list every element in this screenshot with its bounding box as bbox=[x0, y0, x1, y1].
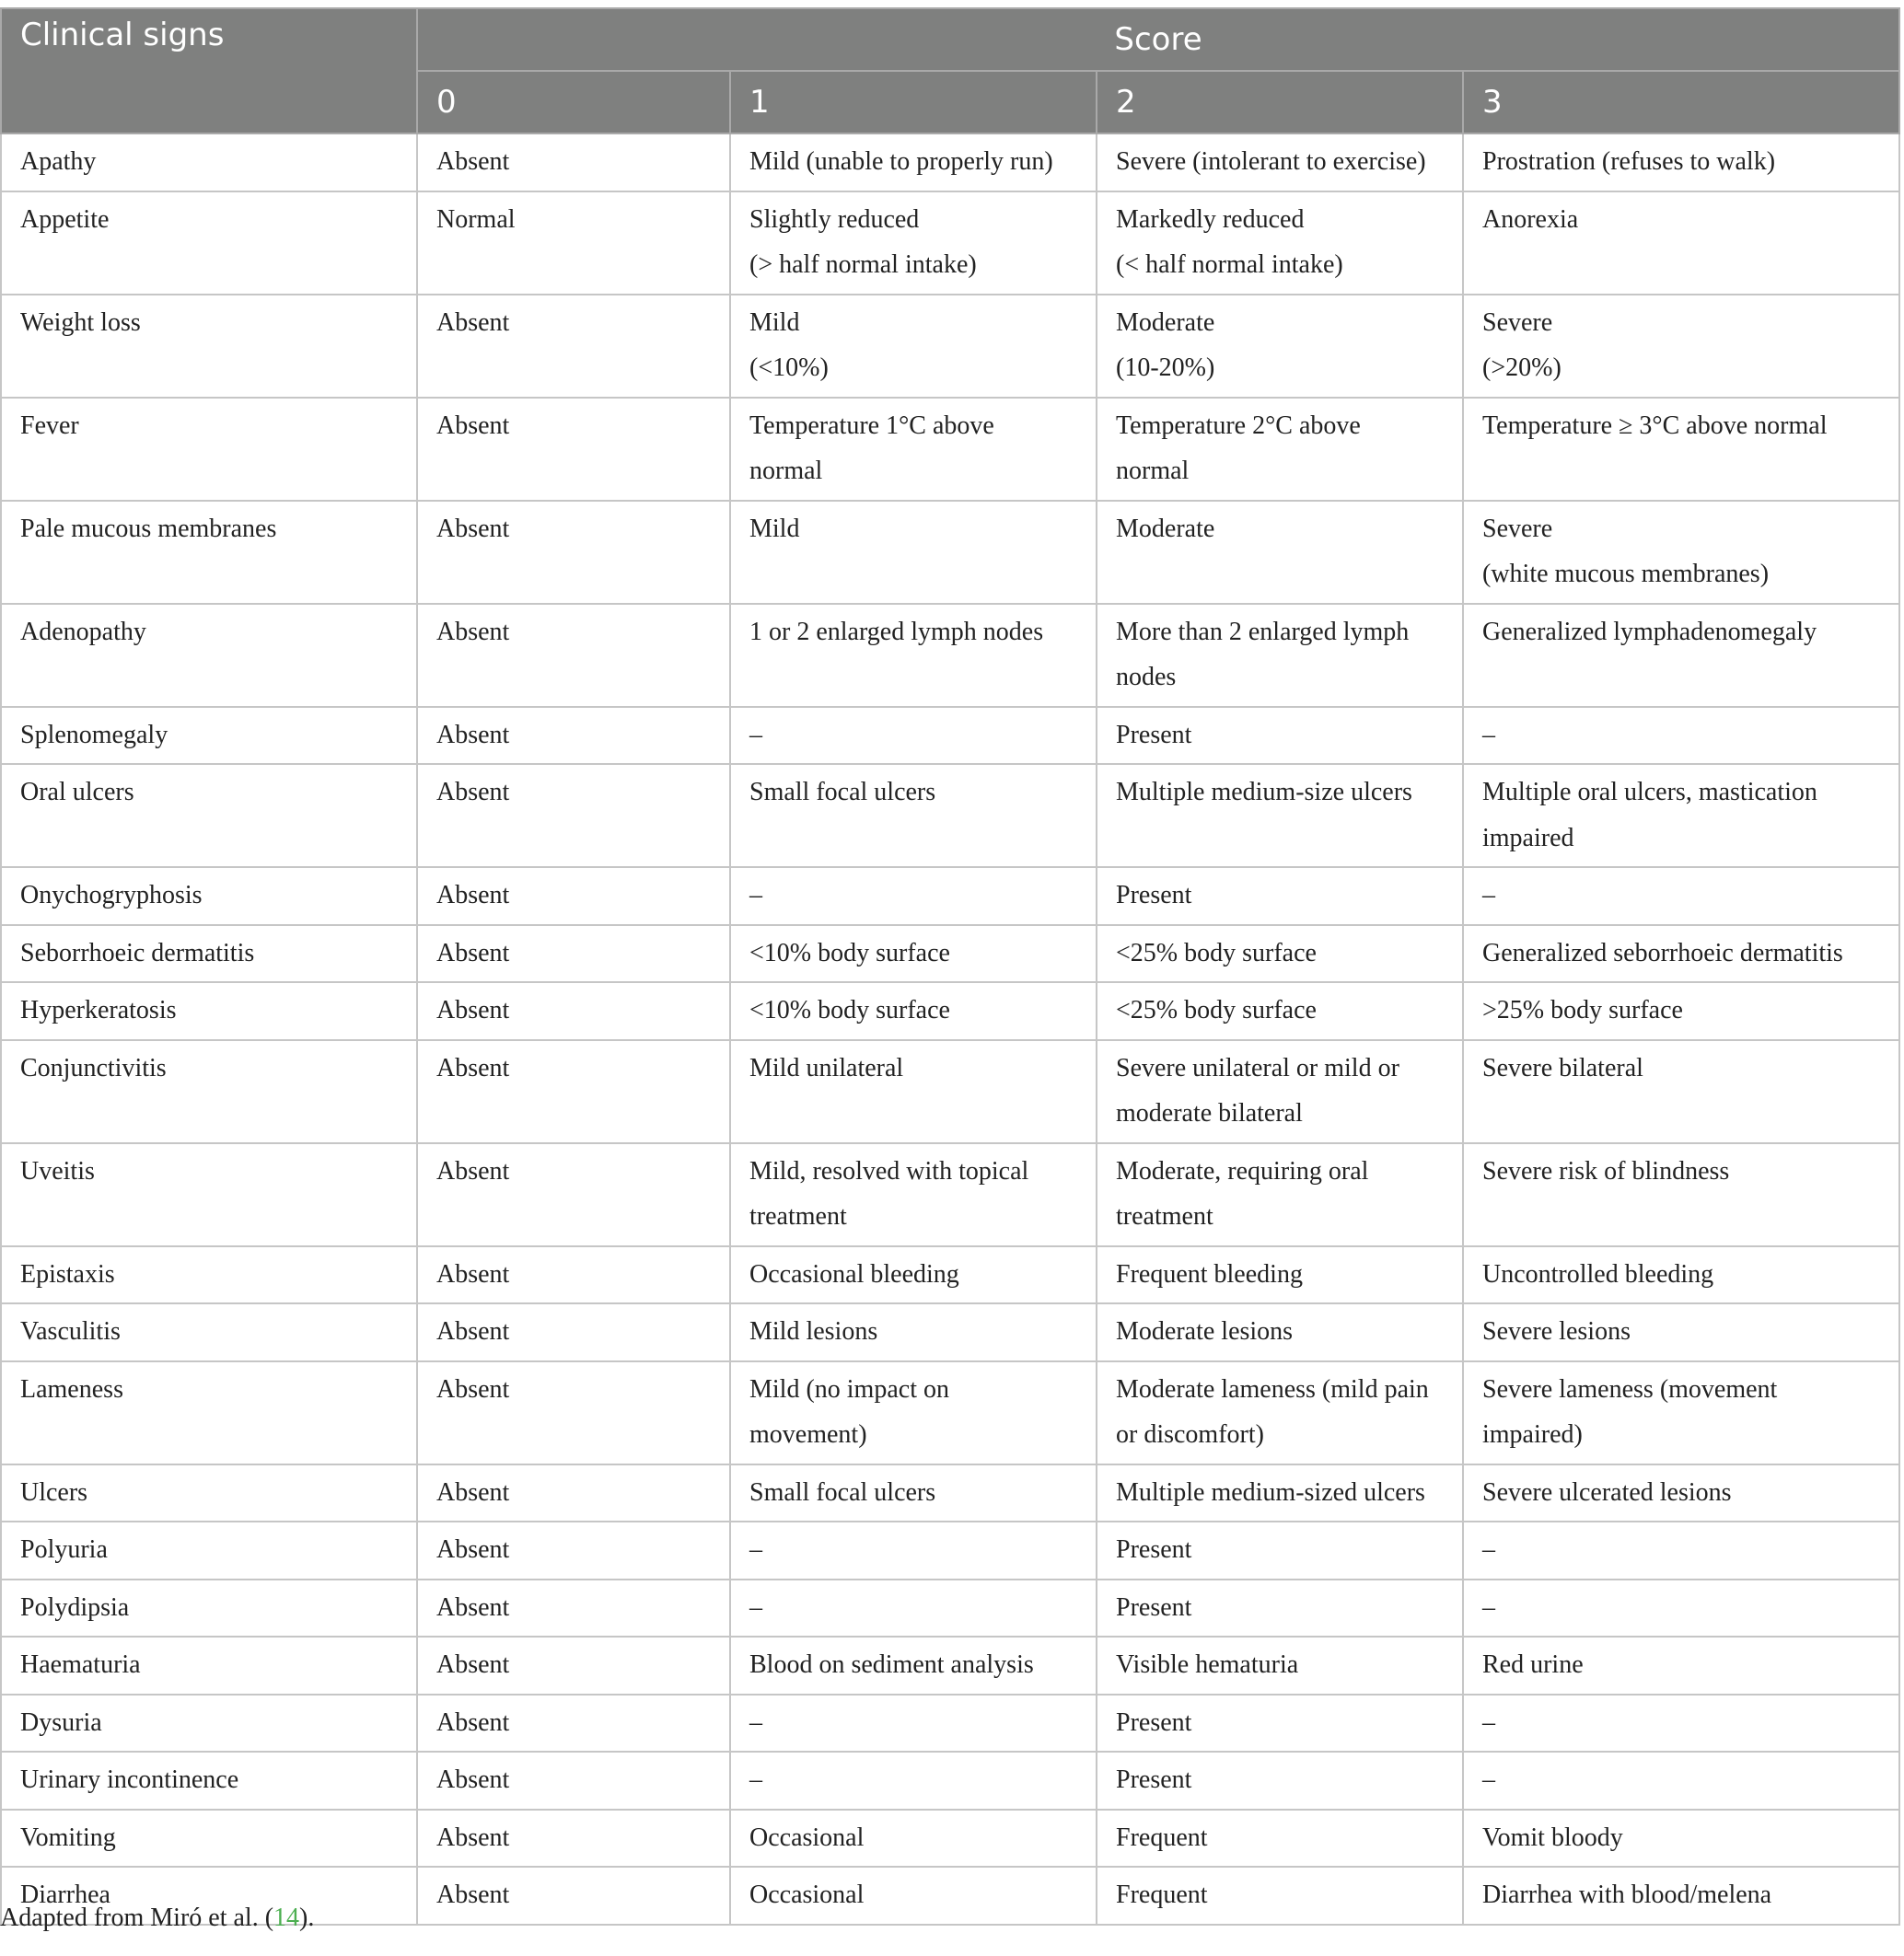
header-clinical-signs: Clinical signs bbox=[1, 8, 417, 133]
score-0-cell bbox=[417, 604, 730, 707]
cell-text-line: Severe (intolerant to exercise) bbox=[1116, 147, 1426, 176]
score-2-cell bbox=[1097, 925, 1463, 983]
score-2-cell bbox=[1097, 1040, 1463, 1143]
cell-text-line: Present bbox=[1116, 1535, 1192, 1564]
header-score-0: 0 bbox=[417, 71, 730, 133]
score-2-cell bbox=[1097, 604, 1463, 707]
clinical-sign-cell: Vomiting bbox=[1, 1810, 417, 1868]
cell-text-line: Severe unilateral or mild or bbox=[1116, 1053, 1399, 1082]
score-0-cell bbox=[417, 764, 730, 867]
score-1-cell bbox=[730, 1637, 1097, 1695]
footnote-text: Adapted from Miró et al. ( bbox=[0, 1904, 274, 1932]
cell-text-line: treatment bbox=[1116, 1202, 1213, 1231]
table-row bbox=[1, 1637, 1899, 1695]
cell-text-line: Occasional bleeding bbox=[749, 1259, 959, 1289]
cell-text-line: Anorexia bbox=[1482, 204, 1579, 234]
cell-text-line: Visible hematuria bbox=[1116, 1650, 1299, 1679]
cell-text-line: Present bbox=[1116, 1707, 1192, 1737]
table-row bbox=[1, 867, 1899, 925]
score-2-cell bbox=[1097, 1143, 1463, 1246]
cell-text-line: Absent bbox=[436, 1535, 510, 1564]
cell-text-line: Uncontrolled bleeding bbox=[1482, 1259, 1714, 1289]
cell-text-line: Moderate lameness (mild pain bbox=[1116, 1374, 1429, 1404]
score-1-cell bbox=[730, 133, 1097, 191]
cell-text-line: normal bbox=[749, 457, 823, 485]
score-1-cell bbox=[730, 295, 1097, 398]
cell-text-line: Diarrhea with blood/melena bbox=[1482, 1881, 1772, 1909]
score-2-cell bbox=[1097, 707, 1463, 765]
reference-link[interactable]: 14 bbox=[273, 1904, 300, 1932]
score-0-cell bbox=[417, 925, 730, 983]
score-1-cell bbox=[730, 764, 1097, 867]
score-0-cell bbox=[417, 1143, 730, 1246]
cell-text-line: (<10%) bbox=[749, 353, 829, 382]
cell-text-line: Absent bbox=[436, 996, 510, 1024]
clinical-sign-cell: Haematuria bbox=[1, 1637, 417, 1695]
clinical-sign-cell: Epistaxis bbox=[1, 1246, 417, 1304]
cell-text-line: Severe lesions bbox=[1482, 1317, 1631, 1346]
cell-text-line: Absent bbox=[436, 1053, 510, 1082]
cell-text-line: Moderate, requiring oral bbox=[1116, 1156, 1369, 1186]
cell-text-line: Absent bbox=[436, 1707, 510, 1737]
clinical-sign-cell: Splenomegaly bbox=[1, 707, 417, 765]
cell-text-line: Mild (unable to properly run) bbox=[749, 147, 1053, 176]
cell-text-line: Absent bbox=[436, 1592, 510, 1622]
score-0-cell bbox=[417, 501, 730, 604]
score-2-cell bbox=[1097, 1580, 1463, 1638]
cell-text-line: or discomfort) bbox=[1116, 1420, 1264, 1449]
score-1-cell bbox=[730, 1361, 1097, 1464]
clinical-sign-cell: Pale mucous membranes bbox=[1, 501, 417, 604]
clinical-sign-cell: Polyuria bbox=[1, 1522, 417, 1580]
score-3-cell bbox=[1463, 707, 1899, 765]
cell-text-line: Blood on sediment analysis bbox=[749, 1650, 1034, 1679]
score-0-cell bbox=[417, 1303, 730, 1361]
cell-text-line: Absent bbox=[436, 411, 510, 440]
cell-text-line: Multiple medium-size ulcers bbox=[1116, 778, 1412, 806]
cell-text-line: Vomit bloody bbox=[1482, 1823, 1623, 1852]
cell-text-line: impaired) bbox=[1482, 1420, 1583, 1449]
cell-text-line: Moderate lesions bbox=[1116, 1317, 1294, 1346]
table-row bbox=[1, 707, 1899, 765]
cell-text-line: Absent bbox=[436, 938, 510, 967]
score-1-cell bbox=[730, 398, 1097, 501]
cell-text-line: Severe ulcerated lesions bbox=[1482, 1477, 1732, 1507]
footnote-suffix: ). bbox=[299, 1904, 315, 1932]
score-1-cell bbox=[730, 1464, 1097, 1522]
table-row bbox=[1, 1580, 1899, 1638]
cell-text-line: Absent bbox=[436, 1477, 510, 1507]
cell-text-line: – bbox=[749, 1765, 762, 1794]
score-3-cell bbox=[1463, 1637, 1899, 1695]
clinical-sign-cell: Lameness bbox=[1, 1361, 417, 1464]
cell-text-line: Generalized lymphadenomegaly bbox=[1482, 617, 1817, 646]
score-3-cell bbox=[1463, 1040, 1899, 1143]
score-3-cell bbox=[1463, 398, 1899, 501]
cell-text-line: Absent bbox=[436, 1823, 510, 1852]
table-row bbox=[1, 1303, 1899, 1361]
cell-text-line: Occasional bbox=[749, 1881, 865, 1909]
cell-text-line: impaired bbox=[1482, 823, 1574, 852]
score-1-cell bbox=[730, 1143, 1097, 1246]
cell-text-line: Absent bbox=[436, 1374, 510, 1404]
cell-text-line: – bbox=[749, 720, 762, 749]
score-3-cell bbox=[1463, 1695, 1899, 1753]
cell-text-line: Absent bbox=[436, 720, 510, 749]
table-row bbox=[1, 1752, 1899, 1810]
score-0-cell bbox=[417, 1580, 730, 1638]
cell-text-line: – bbox=[749, 1707, 762, 1737]
score-1-cell bbox=[730, 707, 1097, 765]
cell-text-line: Absent bbox=[436, 617, 510, 646]
cell-text-line: Mild, resolved with topical bbox=[749, 1156, 1029, 1186]
cell-text-line: Severe risk of blindness bbox=[1482, 1156, 1730, 1186]
clinical-sign-cell: Appetite bbox=[1, 191, 417, 295]
clinical-sign-cell: Fever bbox=[1, 398, 417, 501]
score-0-cell bbox=[417, 1464, 730, 1522]
cell-text-line: Mild bbox=[749, 514, 800, 543]
score-1-cell bbox=[730, 1810, 1097, 1868]
score-3-cell bbox=[1463, 1810, 1899, 1868]
score-2-cell bbox=[1097, 764, 1463, 867]
table-row bbox=[1, 604, 1899, 707]
table-row bbox=[1, 1040, 1899, 1143]
clinical-sign-cell: Urinary incontinence bbox=[1, 1752, 417, 1810]
clinical-sign-cell: Hyperkeratosis bbox=[1, 982, 417, 1040]
cell-text-line: Multiple medium-sized ulcers bbox=[1116, 1477, 1425, 1507]
score-3-cell bbox=[1463, 925, 1899, 983]
score-0-cell bbox=[417, 1361, 730, 1464]
cell-text-line: Absent bbox=[436, 147, 510, 176]
score-3-cell bbox=[1463, 501, 1899, 604]
score-0-cell bbox=[417, 1040, 730, 1143]
score-0-cell bbox=[417, 707, 730, 765]
table-row bbox=[1, 764, 1899, 867]
score-1-cell bbox=[730, 604, 1097, 707]
table-row bbox=[1, 133, 1899, 191]
score-2-cell bbox=[1097, 191, 1463, 295]
score-3-cell bbox=[1463, 867, 1899, 925]
table-row bbox=[1, 295, 1899, 398]
cell-text-line: Frequent bbox=[1116, 1823, 1208, 1852]
score-2-cell bbox=[1097, 1361, 1463, 1464]
score-3-cell bbox=[1463, 1361, 1899, 1464]
table-row bbox=[1, 1246, 1899, 1304]
cell-text-line: Mild bbox=[749, 307, 800, 337]
clinical-sign-cell: Adenopathy bbox=[1, 604, 417, 707]
cell-text-line: Temperature ≥ 3°C above normal bbox=[1482, 411, 1828, 440]
score-3-cell bbox=[1463, 1246, 1899, 1304]
score-2-cell bbox=[1097, 1810, 1463, 1868]
cell-text-line: – bbox=[1482, 881, 1495, 909]
cell-text-line: (white mucous membranes) bbox=[1482, 560, 1770, 588]
score-0-cell bbox=[417, 867, 730, 925]
cell-text-line: Temperature 2°C above bbox=[1116, 411, 1361, 440]
cell-text-line: <10% body surface bbox=[749, 938, 950, 967]
cell-text-line: Absent bbox=[436, 1881, 510, 1909]
score-1-cell bbox=[730, 1522, 1097, 1580]
table-row bbox=[1, 925, 1899, 983]
cell-text-line: Moderate bbox=[1116, 307, 1215, 337]
clinical-sign-cell: Conjunctivitis bbox=[1, 1040, 417, 1143]
score-1-cell bbox=[730, 925, 1097, 983]
cell-text-line: Absent bbox=[436, 778, 510, 806]
score-0-cell bbox=[417, 191, 730, 295]
score-1-cell bbox=[730, 1867, 1097, 1925]
cell-text-line: – bbox=[1482, 1765, 1495, 1794]
cell-text-line: – bbox=[1482, 1592, 1495, 1622]
score-2-cell bbox=[1097, 133, 1463, 191]
score-2-cell bbox=[1097, 1867, 1463, 1925]
cell-text-line: Mild lesions bbox=[749, 1317, 878, 1346]
header-row-top bbox=[1, 8, 1899, 71]
cell-text-line: Multiple oral ulcers, mastication bbox=[1482, 778, 1817, 806]
cell-text-line: (10-20%) bbox=[1116, 353, 1215, 382]
header-score-2: 2 bbox=[1097, 71, 1463, 133]
score-2-cell bbox=[1097, 1695, 1463, 1753]
score-0-cell bbox=[417, 133, 730, 191]
cell-text-line: Absent bbox=[436, 1317, 510, 1346]
score-2-cell bbox=[1097, 295, 1463, 398]
score-1-cell bbox=[730, 1040, 1097, 1143]
table-row bbox=[1, 1522, 1899, 1580]
cell-text-line: >25% body surface bbox=[1482, 996, 1683, 1024]
score-2-cell bbox=[1097, 1464, 1463, 1522]
score-1-cell bbox=[730, 1752, 1097, 1810]
cell-text-line: Absent bbox=[436, 1765, 510, 1794]
cell-text-line: moderate bilateral bbox=[1116, 1099, 1303, 1128]
score-0-cell bbox=[417, 295, 730, 398]
score-2-cell bbox=[1097, 1752, 1463, 1810]
clinical-sign-cell: Diarrhea bbox=[1, 1867, 417, 1925]
table-row bbox=[1, 501, 1899, 604]
cell-text-line: Moderate bbox=[1116, 514, 1215, 543]
cell-text-line: Absent bbox=[436, 1650, 510, 1679]
score-3-cell bbox=[1463, 1867, 1899, 1925]
table-body bbox=[1, 133, 1899, 1925]
score-2-cell bbox=[1097, 501, 1463, 604]
clinical-sign-cell: Seborrhoeic dermatitis bbox=[1, 925, 417, 983]
cell-text-line: Absent bbox=[436, 514, 510, 543]
cell-text-line: – bbox=[1482, 1707, 1495, 1737]
table-row bbox=[1, 1361, 1899, 1464]
cell-text-line: nodes bbox=[1116, 663, 1177, 691]
score-0-cell bbox=[417, 982, 730, 1040]
cell-text-line: – bbox=[1482, 720, 1495, 749]
score-0-cell bbox=[417, 1246, 730, 1304]
score-2-cell bbox=[1097, 1303, 1463, 1361]
clinical-sign-cell: Ulcers bbox=[1, 1464, 417, 1522]
cell-text-line: Small focal ulcers bbox=[749, 1477, 936, 1507]
score-0-cell bbox=[417, 1867, 730, 1925]
score-2-cell bbox=[1097, 1522, 1463, 1580]
cell-text-line: Generalized seborrhoeic dermatitis bbox=[1482, 938, 1843, 967]
cell-text-line: <25% body surface bbox=[1116, 996, 1317, 1024]
cell-text-line: Present bbox=[1116, 1592, 1192, 1622]
cell-text-line: – bbox=[1482, 1535, 1495, 1564]
cell-text-line: 1 or 2 enlarged lymph nodes bbox=[749, 617, 1044, 646]
cell-text-line: Absent bbox=[436, 1259, 510, 1289]
score-3-cell bbox=[1463, 295, 1899, 398]
score-0-cell bbox=[417, 1637, 730, 1695]
score-3-cell bbox=[1463, 1522, 1899, 1580]
cell-text-line: Small focal ulcers bbox=[749, 778, 936, 806]
score-3-cell bbox=[1463, 982, 1899, 1040]
score-2-cell bbox=[1097, 1246, 1463, 1304]
score-1-cell bbox=[730, 501, 1097, 604]
table-row bbox=[1, 1464, 1899, 1522]
score-1-cell bbox=[730, 867, 1097, 925]
table-footnote bbox=[0, 1904, 314, 1933]
cell-text-line: <25% body surface bbox=[1116, 938, 1317, 967]
cell-text-line: <10% body surface bbox=[749, 996, 950, 1024]
score-0-cell bbox=[417, 1810, 730, 1868]
cell-text-line: Temperature 1°C above bbox=[749, 411, 994, 440]
score-1-cell bbox=[730, 1580, 1097, 1638]
clinical-sign-cell: Apathy bbox=[1, 133, 417, 191]
cell-text-line: movement) bbox=[749, 1420, 867, 1449]
cell-text-line: Severe lameness (movement bbox=[1482, 1374, 1778, 1404]
table-row bbox=[1, 1143, 1899, 1246]
score-3-cell bbox=[1463, 1752, 1899, 1810]
cell-text-line: Red urine bbox=[1482, 1650, 1584, 1679]
cell-text-line: Slightly reduced bbox=[749, 204, 920, 234]
clinical-sign-cell: Vasculitis bbox=[1, 1303, 417, 1361]
cell-text-line: normal bbox=[1116, 457, 1190, 485]
cell-text-line: Severe bbox=[1482, 307, 1553, 337]
header-score-group: Score bbox=[417, 8, 1899, 71]
cell-text-line: Present bbox=[1116, 1765, 1192, 1794]
cell-text-line: – bbox=[749, 1535, 762, 1564]
score-2-cell bbox=[1097, 867, 1463, 925]
score-0-cell bbox=[417, 1752, 730, 1810]
table-row bbox=[1, 982, 1899, 1040]
score-1-cell bbox=[730, 1695, 1097, 1753]
cell-text-line: Occasional bbox=[749, 1823, 865, 1852]
score-0-cell bbox=[417, 1695, 730, 1753]
score-3-cell bbox=[1463, 1580, 1899, 1638]
score-3-cell bbox=[1463, 191, 1899, 295]
score-0-cell bbox=[417, 398, 730, 501]
cell-text-line: Absent bbox=[436, 881, 510, 909]
cell-text-line: Severe bbox=[1482, 514, 1553, 543]
score-1-cell bbox=[730, 1303, 1097, 1361]
cell-text-line: Normal bbox=[436, 204, 516, 234]
cell-text-line: (>20%) bbox=[1482, 353, 1562, 382]
score-3-cell bbox=[1463, 1143, 1899, 1246]
cell-text-line: Prostration (refuses to walk) bbox=[1482, 147, 1776, 176]
header-score-1: 1 bbox=[730, 71, 1097, 133]
score-3-cell bbox=[1463, 604, 1899, 707]
score-3-cell bbox=[1463, 1303, 1899, 1361]
cell-text-line: Severe bilateral bbox=[1482, 1053, 1643, 1082]
table-row bbox=[1, 191, 1899, 295]
score-2-cell bbox=[1097, 982, 1463, 1040]
cell-text-line: Frequent bleeding bbox=[1116, 1259, 1303, 1289]
clinical-sign-cell: Onychogryphosis bbox=[1, 867, 417, 925]
cell-text-line: (> half normal intake) bbox=[749, 250, 977, 279]
cell-text-line: – bbox=[749, 1592, 762, 1622]
score-2-cell bbox=[1097, 1637, 1463, 1695]
clinical-sign-cell: Dysuria bbox=[1, 1695, 417, 1753]
score-1-cell bbox=[730, 982, 1097, 1040]
clinical-sign-cell: Oral ulcers bbox=[1, 764, 417, 867]
score-3-cell bbox=[1463, 133, 1899, 191]
score-3-cell bbox=[1463, 764, 1899, 867]
cell-text-line: Present bbox=[1116, 720, 1192, 749]
clinical-sign-cell: Uveitis bbox=[1, 1143, 417, 1246]
table-row bbox=[1, 1695, 1899, 1753]
clinical-sign-cell: Weight loss bbox=[1, 295, 417, 398]
score-3-cell bbox=[1463, 1464, 1899, 1522]
clinical-score-table bbox=[0, 7, 1900, 1926]
clinical-sign-cell: Polydipsia bbox=[1, 1580, 417, 1638]
cell-text-line: – bbox=[749, 881, 762, 909]
score-1-cell bbox=[730, 191, 1097, 295]
cell-text-line: Mild unilateral bbox=[749, 1053, 904, 1082]
cell-text-line: Frequent bbox=[1116, 1881, 1208, 1909]
cell-text-line: Markedly reduced bbox=[1116, 204, 1305, 234]
table-row bbox=[1, 1810, 1899, 1868]
cell-text-line: Absent bbox=[436, 307, 510, 337]
cell-text-line: Absent bbox=[436, 1156, 510, 1186]
cell-text-line: Present bbox=[1116, 881, 1192, 909]
table-row bbox=[1, 398, 1899, 501]
header-score-3: 3 bbox=[1463, 71, 1899, 133]
cell-text-line: treatment bbox=[749, 1202, 847, 1231]
cell-text-line: More than 2 enlarged lymph bbox=[1116, 617, 1410, 646]
score-0-cell bbox=[417, 1522, 730, 1580]
score-1-cell bbox=[730, 1246, 1097, 1304]
cell-text-line: Mild (no impact on bbox=[749, 1374, 949, 1404]
score-2-cell bbox=[1097, 398, 1463, 501]
cell-text-line: (< half normal intake) bbox=[1116, 250, 1343, 279]
